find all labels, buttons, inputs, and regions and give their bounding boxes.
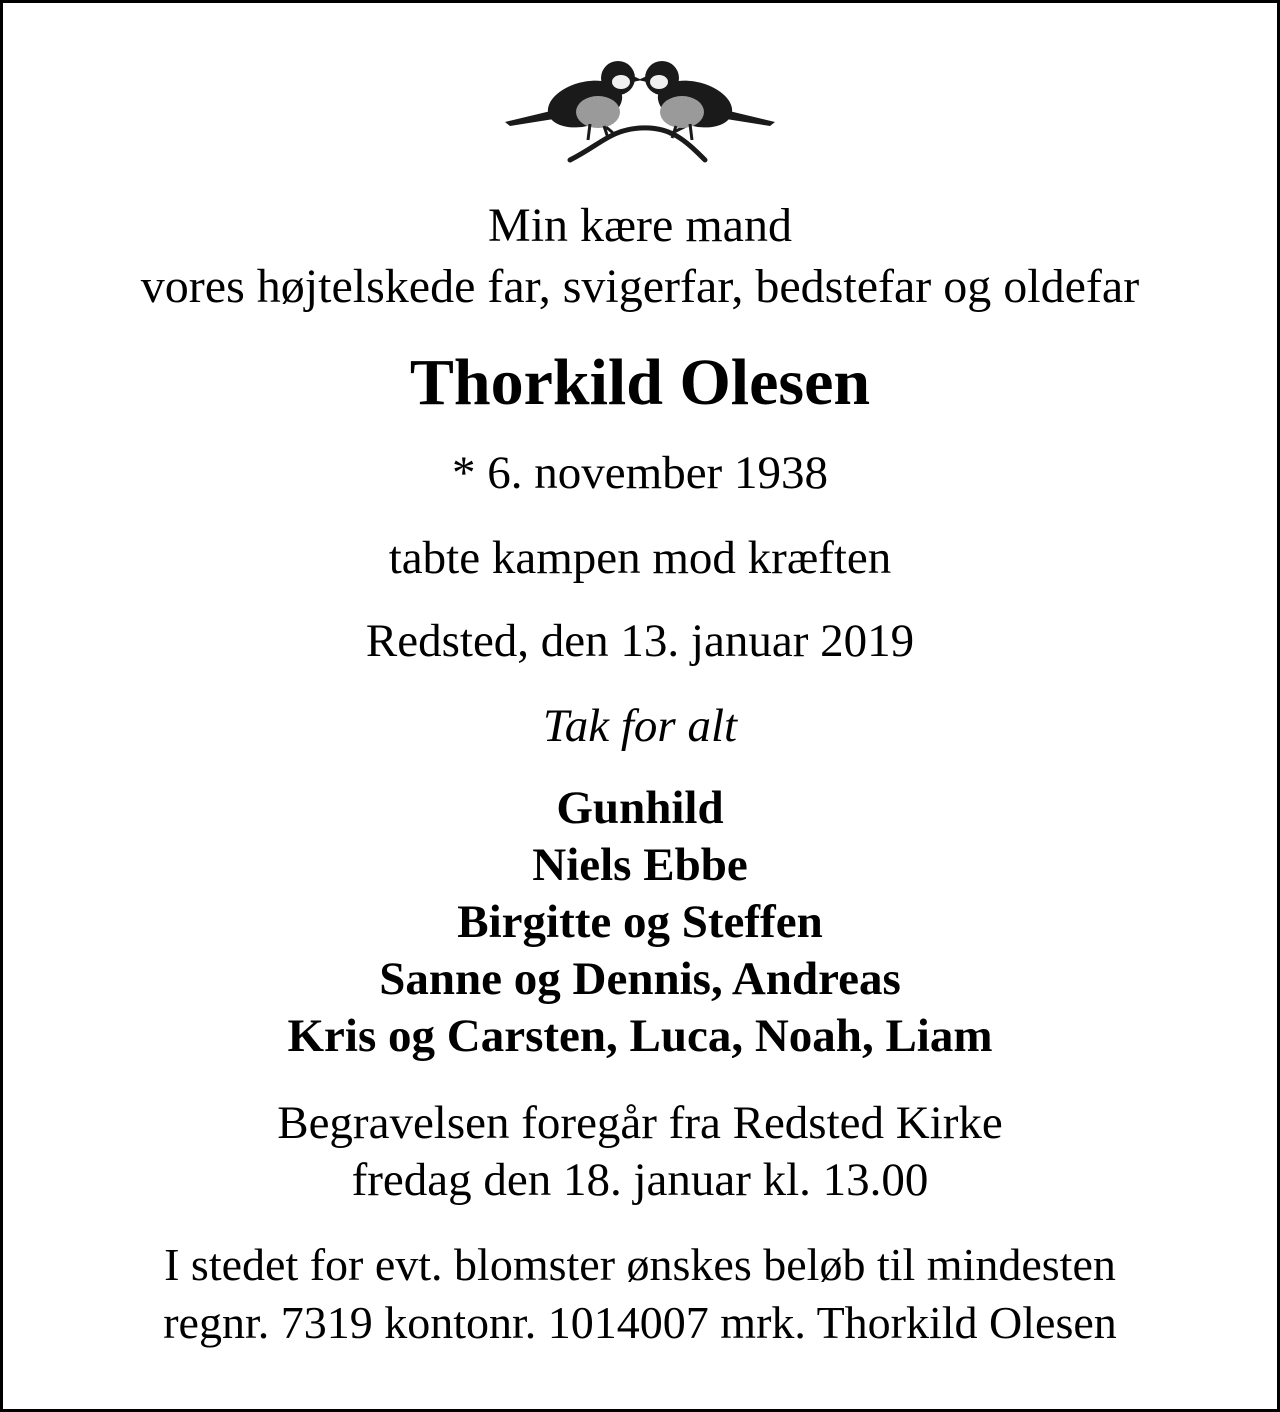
family-member: Kris og Carsten, Luca, Noah, Liam [287, 1010, 993, 1062]
deceased-name: Thorkild Olesen [409, 346, 871, 419]
funeral-line-1: Begravelsen foregår fra Redsted Kirke [277, 1097, 1003, 1149]
funeral-line-2: fredag den 18. januar kl. 13.00 [351, 1154, 929, 1206]
memorial-line-2: regnr. 7319 kontonr. 1014007 mrk. Thorkild Olesen [163, 1297, 1117, 1348]
family-member: Sanne og Dennis, Andreas [379, 953, 901, 1005]
two-birds-on-branch-icon [500, 60, 780, 170]
family-member: Birgitte og Steffen [457, 896, 823, 948]
thanks-text: Tak for alt [542, 700, 738, 752]
family-member: Niels Ebbe [532, 839, 748, 891]
place-and-date: Redsted, den 13. januar 2019 [365, 615, 915, 667]
memorial-line-1: I stedet for evt. blomster ønskes beløb til mindesten [164, 1239, 1116, 1290]
cause-text: tabte kampen mod kræften [388, 532, 892, 584]
intro-line-1: Min kære mand [488, 199, 792, 252]
intro-line-2: vores højtelskede far, svigerfar, bedstefar og oldefar [140, 260, 1140, 313]
family-member: Gunhild [556, 782, 724, 834]
birth-date: * 6. november 1938 [452, 447, 828, 499]
